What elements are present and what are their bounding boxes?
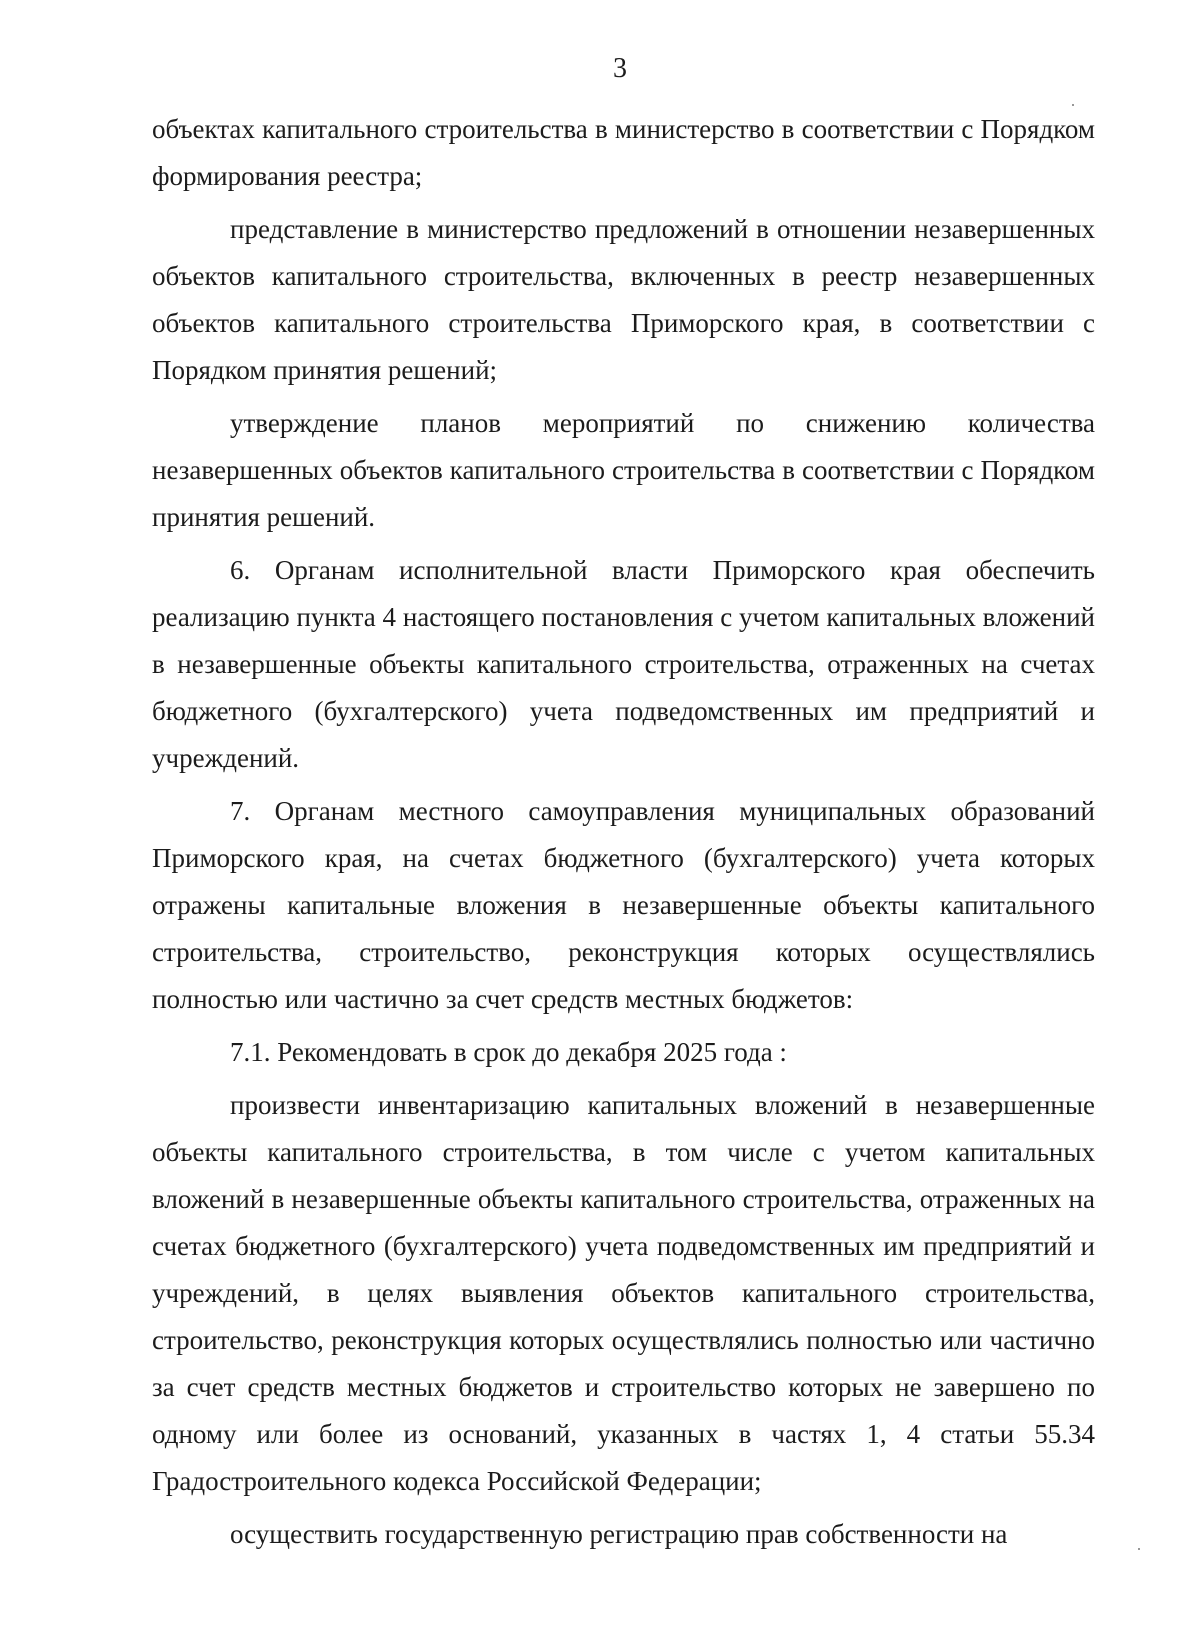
document-body [152,106,1095,1564]
page-number: 3 [613,53,627,84]
paragraph: 6. Органам исполнительной власти Приморского края обеспечить реализацию пункта 4 настоящего постановления с учетом капитальных вложений в незавершенные объекты капитального строительства, отраженных на счетах бюджетного (бухгалтерского) учета подведомственных им предприятий и учреждений. [152,555,1095,773]
paragraph: представление в министерство предложений в отношении незавершенных объектов капитального строительства, включенных в реестр незавершенных объектов капитального строительства Приморского края, в соответствии с Порядком принятия решений; [152,214,1095,385]
scan-speck [1072,104,1074,106]
paragraph: произвести инвентаризацию капитальных вложений в незавершенные объекты капитального строительства, в том числе с учетом капитальных вложений в незавершенные объекты капитального строительства, отраженных на счетах бюджетного (бухгалтерского) учета подведомственных им предприятий и учреждений, в целях выявления объектов капитального строительства, строительство, реконструкция которых осуществлялись полностью или частично за счет средств местных бюджетов и строительство которых не завершено по одному или более из оснований, указанных в частях 1, 4 статьи 55.34 Градостроительного кодекса Российской Федерации; [152,1090,1095,1496]
paragraph: осуществить государственную регистрацию прав собственности на [230,1519,1008,1549]
paragraph: утверждение планов мероприятий по снижению количества незавершенных объектов капитального строительства в соответствии с Порядком принятия решений. [152,408,1095,532]
paragraph: объектах капитального строительства в министерство в соответствии с Порядком формирования реестра; [152,114,1095,191]
paragraph: 7. Органам местного самоуправления муниципальных образований Приморского края, на счетах бюджетного (бухгалтерского) учета которых отражены капитальные вложения в незавершенные объекты капитального строительства, строительство, реконструкция которых осуществлялись полностью или частично за счет средств местных бюджетов: [152,796,1095,1014]
scan-speck [1138,1548,1140,1550]
paragraph: 7.1. Рекомендовать в срок до декабря 2025 года : [230,1037,787,1067]
